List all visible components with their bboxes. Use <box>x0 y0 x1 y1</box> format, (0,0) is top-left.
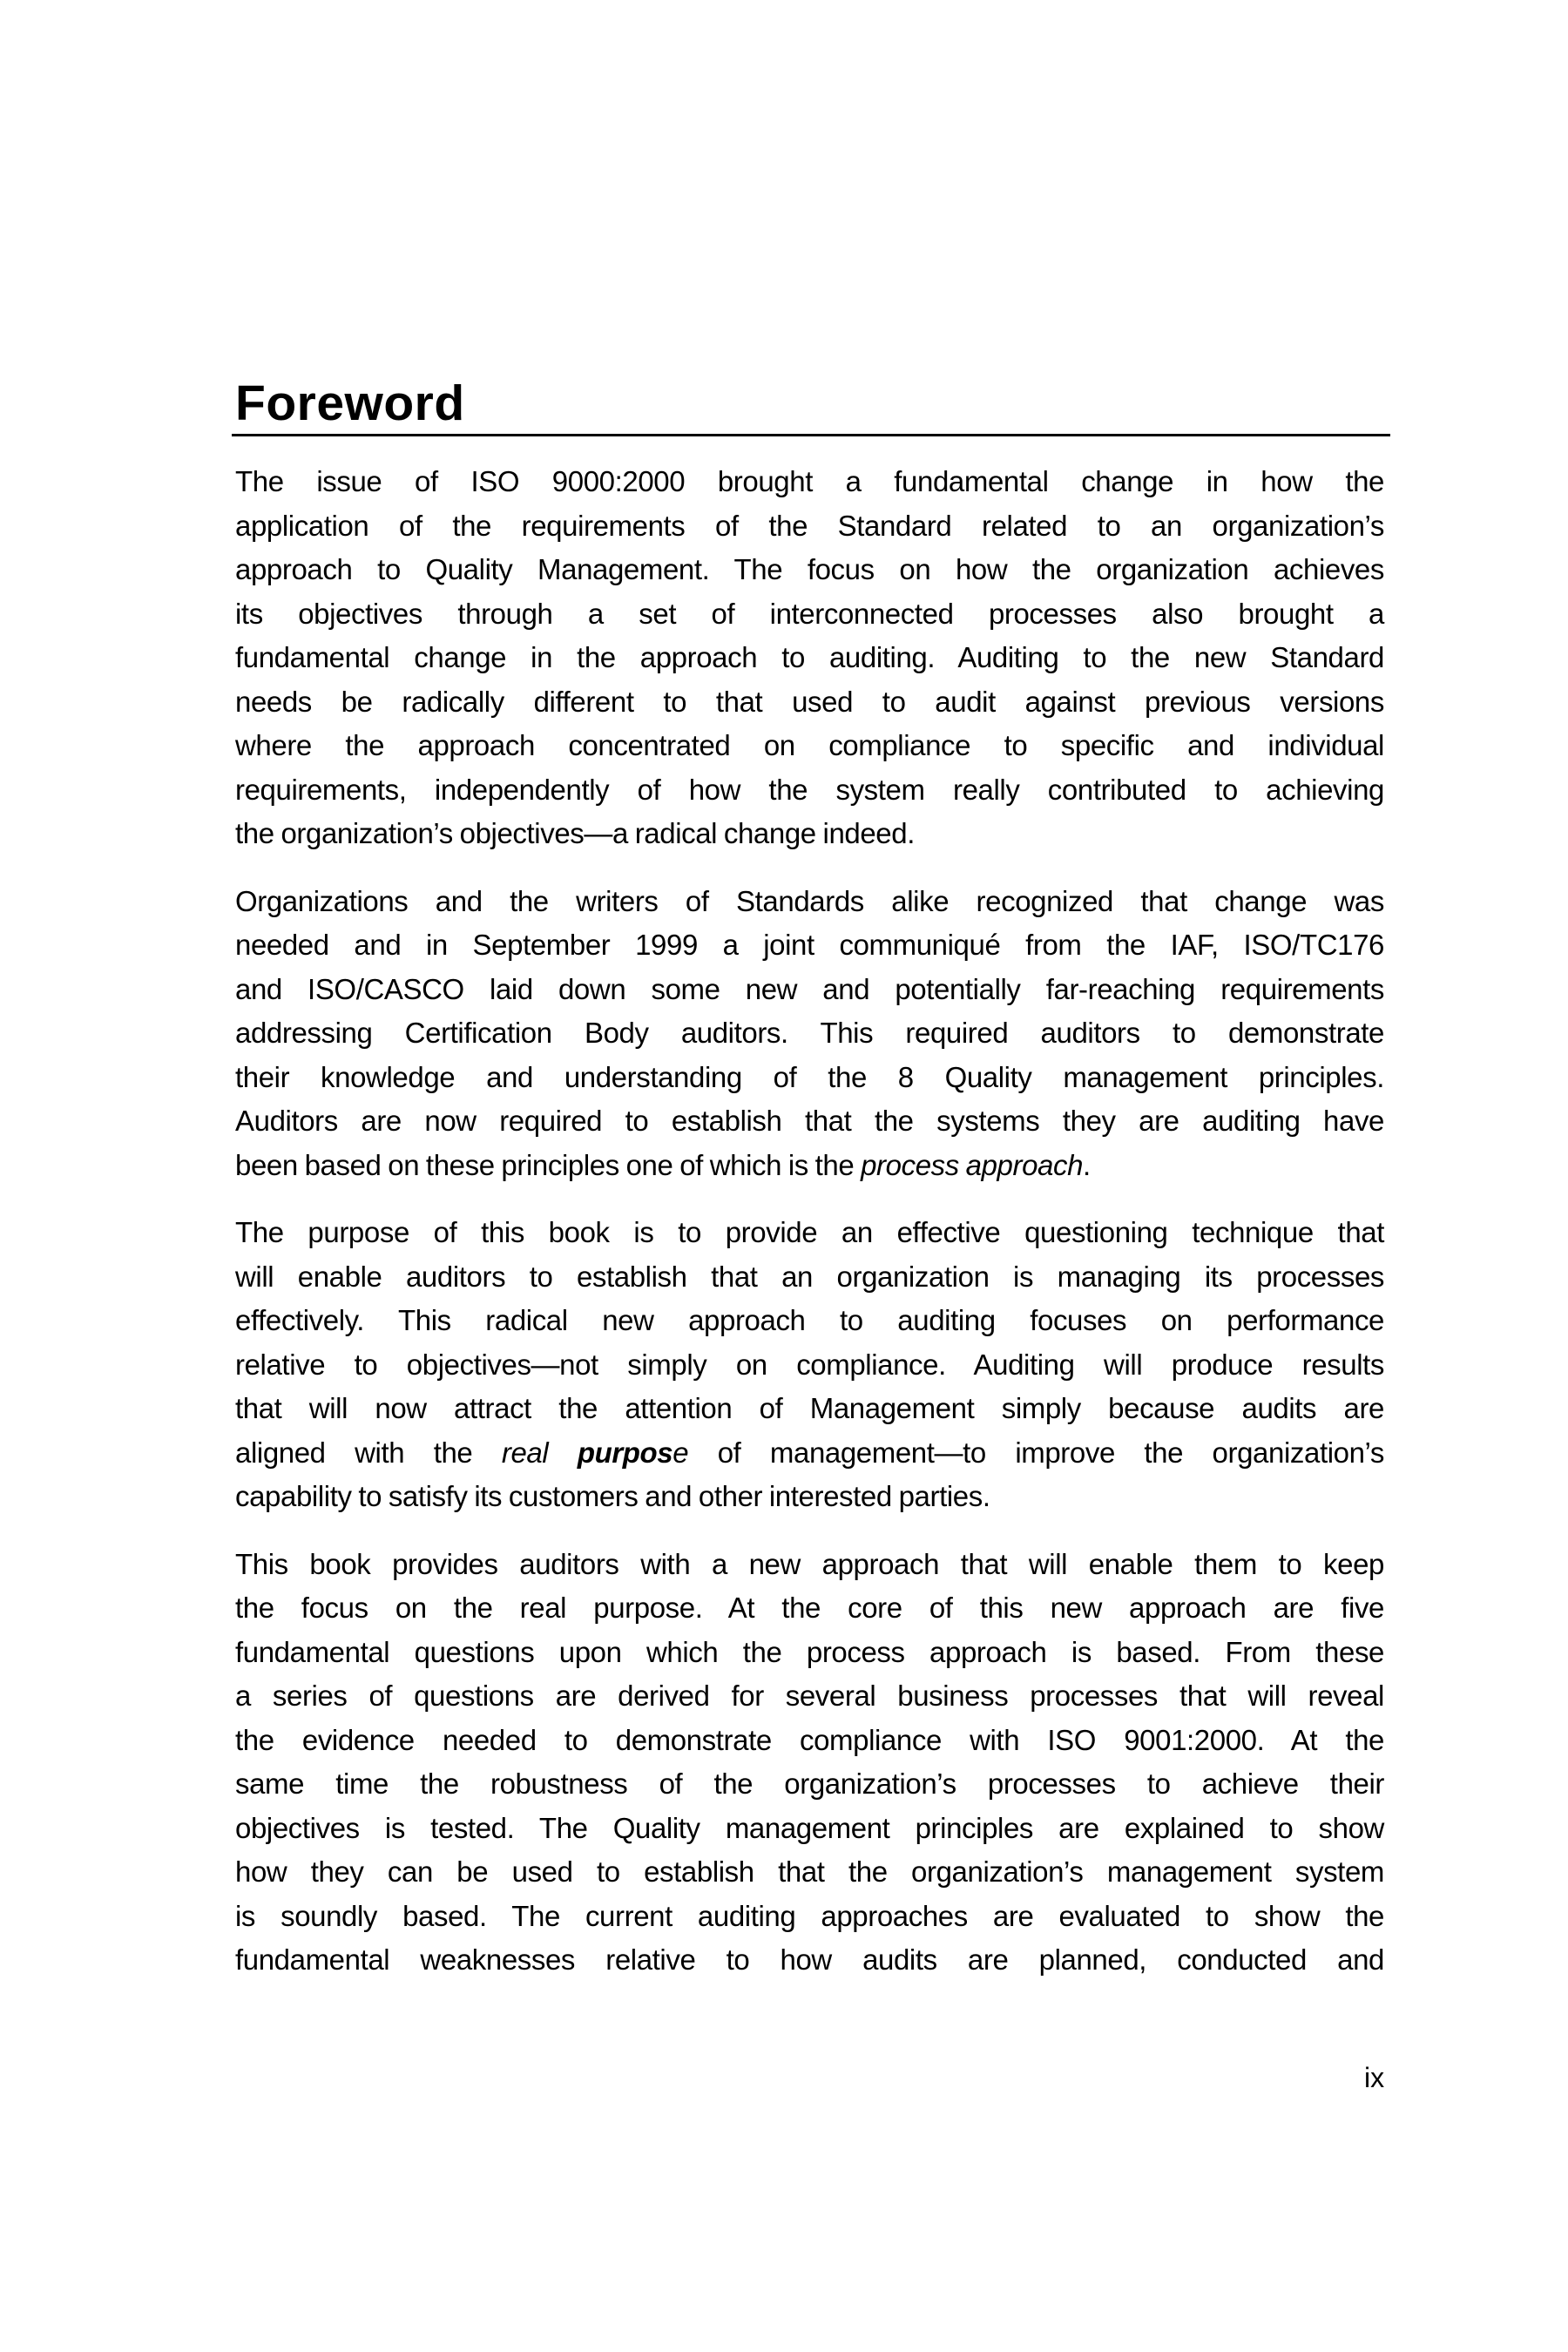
text-line: addressing Certification Body auditors. This required auditors to demonstrate <box>235 1017 1384 1049</box>
text-line: been based on these principles one of which is the process approach. <box>235 1148 1091 1181</box>
text-line: will enable auditors to establish that an organization is managing its processes <box>235 1260 1384 1293</box>
text-line: The issue of ISO 9000:2000 brought a fundamental change in how the <box>235 465 1384 497</box>
text-line: application of the requirements of the Standard related to an organization’s <box>235 509 1384 542</box>
text-line: aligned with the real purpose of management—to improve the organization’s <box>235 1436 1384 1469</box>
text-line: and ISO/CASCO laid down some new and potentially far-reaching requirements <box>235 972 1384 1005</box>
paragraph-4 <box>235 1543 1384 1983</box>
paragraph-1 <box>235 460 1384 856</box>
text-line: the organization’s objectives—a radical change indeed. <box>235 817 915 849</box>
emphasis-real: real <box>501 1436 549 1469</box>
paragraph-3 <box>235 1211 1384 1519</box>
text-line: that will now attract the attention of Management simply because audits are <box>235 1392 1384 1424</box>
paragraph-2 <box>235 880 1384 1188</box>
text-line: their knowledge and understanding of the 8 Quality management principles. <box>235 1060 1384 1093</box>
text-line: the focus on the real purpose. At the core of this new approach are five <box>235 1592 1384 1624</box>
text-line: fundamental questions upon which the process approach is based. From these <box>235 1635 1384 1668</box>
italic-phrase: process approach <box>861 1148 1084 1181</box>
text-line: a series of questions are derived for several business processes that will reveal <box>235 1680 1384 1712</box>
emphasis-purpose-bold: purpos <box>577 1436 673 1469</box>
text-line: same time the robustness of the organization’s processes to achieve their <box>235 1767 1384 1800</box>
emphasis-purpose-tail: e <box>672 1436 689 1469</box>
text-line: how they can be used to establish that the organization’s management system <box>235 1855 1384 1888</box>
text-line: requirements, independently of how the system really contributed to achieving <box>235 773 1384 806</box>
text-line: is soundly based. The current auditing approaches are evaluated to show the <box>235 1899 1384 1932</box>
text-line: needed and in September 1999 a joint communiqué from the IAF, ISO/TC176 <box>235 929 1384 961</box>
foreword-body <box>235 460 1384 2006</box>
heading-rule <box>232 434 1390 436</box>
text-line: needs be radically different to that used to audit against previous versions <box>235 685 1384 718</box>
text-line: the evidence needed to demonstrate compliance with ISO 9001:2000. At the <box>235 1723 1384 1756</box>
text-line: approach to Quality Management. The focus on how the organization achieves <box>235 553 1384 585</box>
page-number: ix <box>1364 2062 1385 2093</box>
page-title: Foreword <box>235 375 465 431</box>
text-line: effectively. This radical new approach to auditing focuses on performance <box>235 1304 1384 1336</box>
text-line: Organizations and the writers of Standards alike recognized that change was <box>235 884 1384 917</box>
text-line: fundamental change in the approach to auditing. Auditing to the new Standard <box>235 641 1384 673</box>
text-line: Auditors are now required to establish that the systems they are auditing have <box>235 1105 1384 1137</box>
text-line: relative to objectives—not simply on compliance. Auditing will produce results <box>235 1348 1384 1381</box>
text-line: where the approach concentrated on compliance to specific and individual <box>235 729 1384 761</box>
text-line: capability to satisfy its customers and other interested parties. <box>235 1480 990 1512</box>
text-line: objectives is tested. The Quality management principles are explained to show <box>235 1811 1384 1844</box>
text-line: This book provides auditors with a new approach that will enable them to keep <box>235 1547 1384 1580</box>
text-line: fundamental weaknesses relative to how audits are planned, conducted and <box>235 1943 1384 1976</box>
text-line: The purpose of this book is to provide an effective questioning technique that <box>235 1216 1384 1248</box>
text-line: its objectives through a set of interconnected processes also brought a <box>235 597 1384 630</box>
